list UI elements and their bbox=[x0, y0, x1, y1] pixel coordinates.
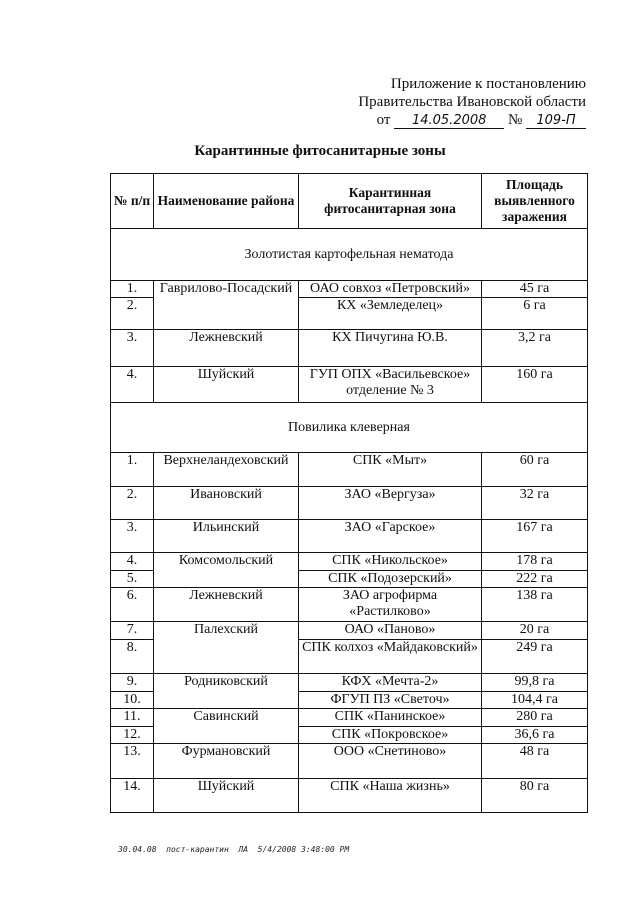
handwritten-date: 14.05.2008 bbox=[394, 113, 504, 129]
table-row bbox=[111, 453, 588, 487]
zone-name: ФГУП ПЗ «Светоч» bbox=[299, 692, 482, 709]
area-value: 280 га bbox=[482, 709, 588, 727]
appendix-line-1: Приложение к постановлению bbox=[390, 76, 586, 92]
zone-name: КФХ «Мечта-2» bbox=[299, 674, 482, 692]
area-value: 32 га bbox=[482, 487, 588, 520]
row-number: 13. bbox=[111, 744, 154, 779]
zone-name: ЗАО «Гарское» bbox=[299, 520, 482, 553]
district-name: Родниковский bbox=[154, 674, 299, 709]
column-header: № п/п bbox=[111, 174, 154, 229]
zone-name: ОАО «Паново» bbox=[299, 622, 482, 640]
area-value: 178 га bbox=[482, 553, 588, 571]
table-row bbox=[111, 281, 588, 298]
row-number: 5. bbox=[111, 571, 154, 588]
area-value: 160 га bbox=[482, 367, 588, 403]
district-name: Лежневский bbox=[154, 588, 299, 622]
row-number: 2. bbox=[111, 298, 154, 330]
district-name: Шуйский bbox=[154, 367, 299, 403]
row-number: 14. bbox=[111, 779, 154, 813]
area-value: 60 га bbox=[482, 453, 588, 487]
area-value: 20 га bbox=[482, 622, 588, 640]
zone-name: СПК «Покровское» bbox=[299, 727, 482, 744]
row-number: 10. bbox=[111, 692, 154, 709]
district-name: Ивановский bbox=[154, 487, 299, 520]
table-row bbox=[111, 487, 588, 520]
district-name: Верхнеландеховский bbox=[154, 453, 299, 487]
row-number: 3. bbox=[111, 520, 154, 553]
row-number: 7. bbox=[111, 622, 154, 640]
zone-name: СПК колхоз «Майдаковский» bbox=[299, 640, 482, 674]
zone-name: ОАО совхоз «Петровский» bbox=[299, 281, 482, 298]
district-name: Комсомольский bbox=[154, 553, 299, 588]
area-value: 222 га bbox=[482, 571, 588, 588]
zone-name: ГУП ОПХ «Васильевское» отделение № 3 bbox=[299, 367, 482, 403]
area-value: 99,8 га bbox=[482, 674, 588, 692]
from-label: от bbox=[376, 112, 391, 128]
table-row bbox=[111, 330, 588, 367]
district-name: Гаврилово-Посадский bbox=[154, 281, 299, 330]
column-header: Площадь выявленного заражения bbox=[482, 174, 588, 229]
district-name: Савинский bbox=[154, 709, 299, 744]
table-row bbox=[111, 779, 588, 813]
row-number: 4. bbox=[111, 367, 154, 403]
footer-filename: 30.04.08 пост-карантин ЛА 5/4/2008 3:48:00 PM bbox=[118, 845, 350, 854]
district-name: Лежневский bbox=[154, 330, 299, 367]
section-row bbox=[111, 403, 588, 453]
section-title: Повилика клеверная bbox=[111, 403, 588, 453]
table-row bbox=[111, 709, 588, 727]
district-name: Шуйский bbox=[154, 779, 299, 813]
zone-name: ЗАО «Вергуза» bbox=[299, 487, 482, 520]
table-row bbox=[111, 674, 588, 692]
zone-name: СПК «Наша жизнь» bbox=[299, 779, 482, 813]
table-row bbox=[111, 553, 588, 571]
zone-name: СПК «Панинское» bbox=[299, 709, 482, 727]
area-value: 138 га bbox=[482, 588, 588, 622]
zone-name: КХ «Земледелец» bbox=[299, 298, 482, 330]
area-value: 3,2 га bbox=[482, 330, 588, 367]
appendix-date-line bbox=[377, 112, 586, 129]
section-title: Золотистая картофельная нематода bbox=[111, 229, 588, 281]
area-value: 167 га bbox=[482, 520, 588, 553]
handwritten-number: 109-П bbox=[526, 113, 586, 129]
area-value: 48 га bbox=[482, 744, 588, 779]
area-value: 36,6 га bbox=[482, 727, 588, 744]
table-row bbox=[111, 588, 588, 622]
row-number: 4. bbox=[111, 553, 154, 571]
row-number: 11. bbox=[111, 709, 154, 727]
zone-name: СПК «Мыт» bbox=[299, 453, 482, 487]
zone-name: ЗАО агрофирма «Растилково» bbox=[299, 588, 482, 622]
row-number: 3. bbox=[111, 330, 154, 367]
number-label: № bbox=[507, 112, 523, 128]
row-number: 1. bbox=[111, 281, 154, 298]
area-value: 45 га bbox=[482, 281, 588, 298]
column-header: Наименование района bbox=[154, 174, 299, 229]
district-name: Палехский bbox=[154, 622, 299, 674]
table-header-row bbox=[111, 174, 588, 229]
zone-name: СПК «Никольское» bbox=[299, 553, 482, 571]
appendix-line-2: Правительства Ивановской области bbox=[358, 94, 586, 110]
district-name: Фурмановский bbox=[154, 744, 299, 779]
zone-name: КХ Пичугина Ю.В. bbox=[299, 330, 482, 367]
row-number: 12. bbox=[111, 727, 154, 744]
table-row bbox=[111, 520, 588, 553]
column-header: Карантинная фитосанитарная зона bbox=[299, 174, 482, 229]
section-row bbox=[111, 229, 588, 281]
row-number: 9. bbox=[111, 674, 154, 692]
table-row bbox=[111, 622, 588, 640]
zone-name: СПК «Подозерский» bbox=[299, 571, 482, 588]
document-title: Карантинные фитосанитарные зоны bbox=[194, 143, 446, 159]
row-number: 1. bbox=[111, 453, 154, 487]
table-row bbox=[111, 744, 588, 779]
area-value: 249 га bbox=[482, 640, 588, 674]
area-value: 104,4 га bbox=[482, 692, 588, 709]
row-number: 2. bbox=[111, 487, 154, 520]
district-name: Ильинский bbox=[154, 520, 299, 553]
area-value: 80 га bbox=[482, 779, 588, 813]
table-row bbox=[111, 367, 588, 403]
row-number: 6. bbox=[111, 588, 154, 622]
quarantine-zones-table bbox=[110, 173, 588, 813]
row-number: 8. bbox=[111, 640, 154, 674]
area-value: 6 га bbox=[482, 298, 588, 330]
zone-name: ООО «Снетиново» bbox=[299, 744, 482, 779]
